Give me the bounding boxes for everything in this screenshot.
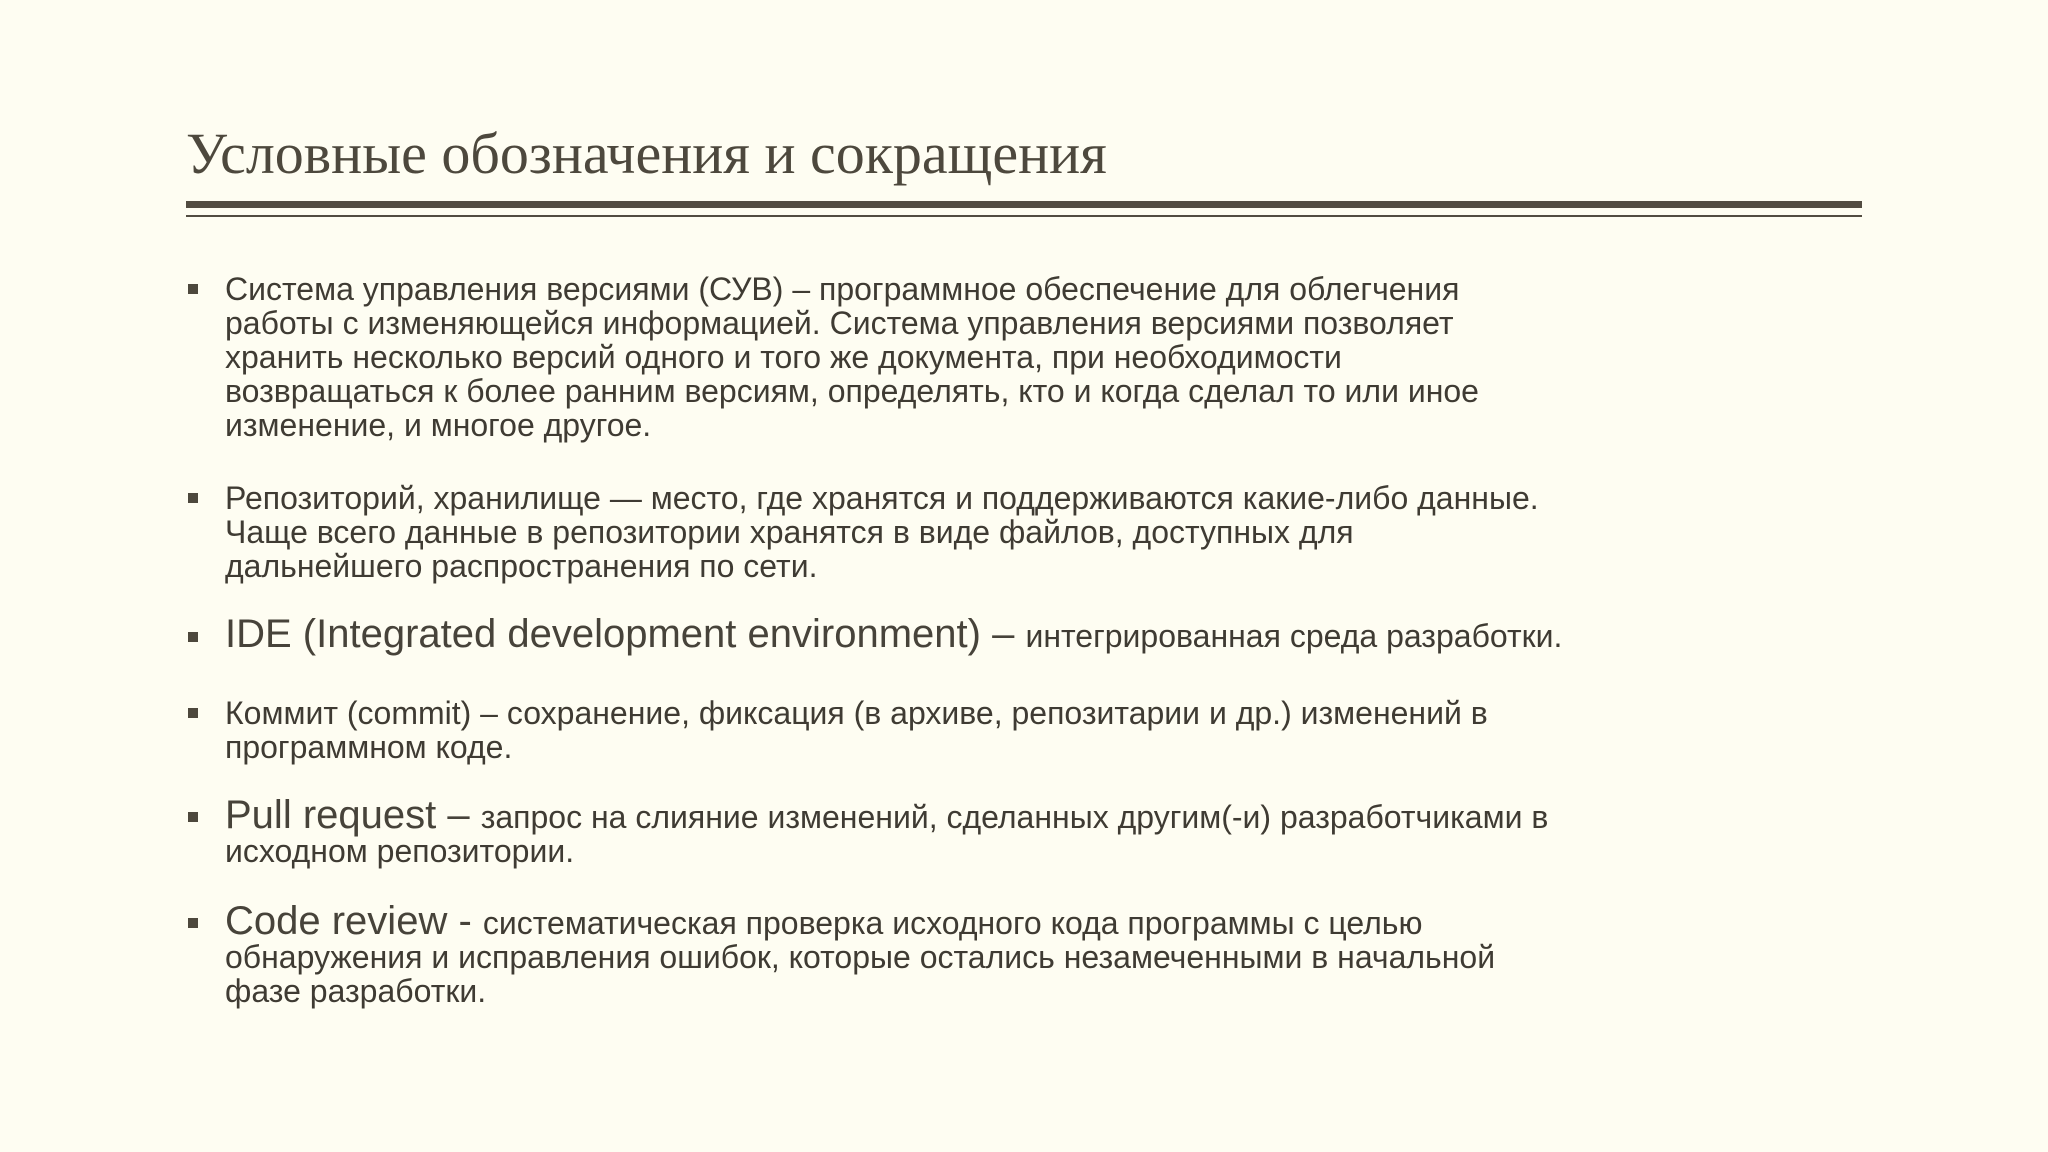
bullet-square-icon xyxy=(188,708,198,718)
definition-text: Коммит (commit) – сохранение, фиксация (в архиве, репозитарии и др.) изменений в программном коде. xyxy=(225,695,1488,765)
list-item-text xyxy=(225,612,1885,658)
definition-term: IDE (Integrated development environment) – xyxy=(225,612,1026,656)
definition-term: Code review - xyxy=(225,899,483,943)
slide-title: Условные обозначения и сокращения xyxy=(186,121,1107,186)
bullet-square-icon xyxy=(188,918,198,928)
bullet-square-icon xyxy=(188,493,198,503)
bullet-square-icon xyxy=(188,812,198,822)
definition-text: интегрированная среда разработки. xyxy=(1025,618,1563,654)
bullet-square-icon xyxy=(188,632,198,642)
title-rule-thin xyxy=(186,215,1862,217)
list-item-text xyxy=(225,481,1885,583)
definition-text: запрос на слияние изменений, сделанных другим(-и) разработчиками в исходном репозитории. xyxy=(225,799,1549,869)
title-rule-thick xyxy=(186,201,1862,208)
bullet-square-icon xyxy=(188,284,198,294)
list-item-text xyxy=(225,272,1885,442)
definition-text: систематическая проверка исходного кода программы с целью обнаружения и исправления ошибок, которые остались незамеченными в начальной фазе разработки. xyxy=(225,905,1496,1009)
definition-term: Pull request – xyxy=(225,793,481,837)
definition-text: Система управления версиями (СУВ) – программное обеспечение для облегчения работы с изменяющейся информацией. Система управления версиями позволяет хранить несколько версий одного и того же документа, при необходимости возвращаться к более ранним версиям, определять, кто и когда сделал то или иное изменение, и многое другое. xyxy=(225,271,1479,443)
list-item-text xyxy=(225,793,1885,869)
list-item-text xyxy=(225,696,1885,764)
definition-text: Репозиторий, хранилище — место, где хранятся и поддерживаются какие-либо данные. Чаще всего данные в репозитории хранятся в виде файлов, доступных для дальнейшего распространения по сети. xyxy=(225,480,1539,584)
list-item-text xyxy=(225,899,1885,1009)
